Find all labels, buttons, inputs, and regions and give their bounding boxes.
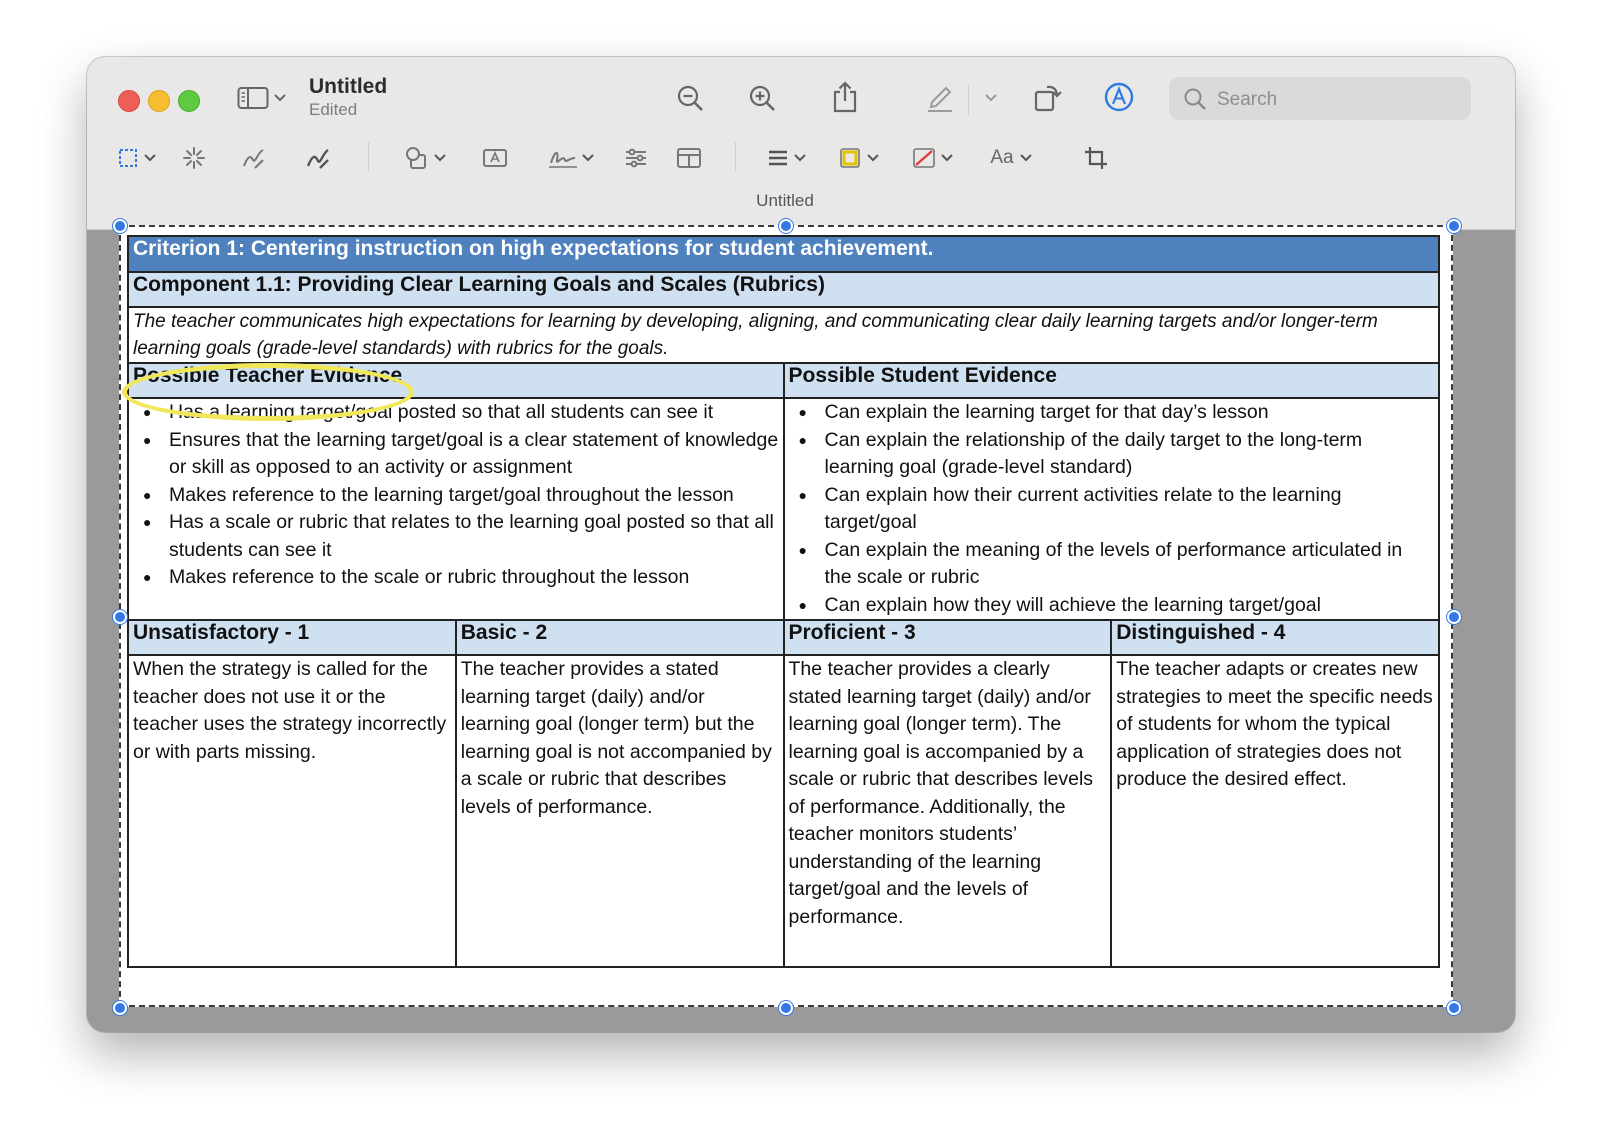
document-title[interactable]: Untitled [309,75,388,98]
chevron-down-icon[interactable] [1019,152,1033,164]
resize-handle-top-right[interactable] [1447,219,1461,233]
search-icon [1183,87,1207,116]
list-item: ● Can explain how they will achieve the learning target/goal [825,592,1435,620]
sidebar-toggle-icon[interactable] [235,83,271,113]
title-bar [87,57,1515,230]
level-header-distinguished: Distinguished - 4 [1111,620,1439,655]
criterion-title: Criterion 1: Centering instruction on high expectations for student achievement. [128,236,1439,272]
list-item: ● Can explain how their current activities relate to the learning target/goal [825,482,1435,537]
list-item: ● Has a scale or rubric that relates to the learning goal posted so that all students can see it [169,509,779,564]
list-item: ● Makes reference to the learning target/goal throughout the lesson [169,482,779,510]
component-description: The teacher communicates high expectations for learning by developing, aligning, and communicating clear daily learning targets and/or longer-term learning goals (grade-level standards) with rubrics for the goals. [128,307,1439,363]
chevron-down-icon[interactable] [433,152,447,164]
chevron-down-icon[interactable] [866,152,880,164]
sketch-icon[interactable] [240,145,268,171]
level-text-unsatisfactory: When the strategy is called for the teacher does not use it or the teacher uses the strategy incorrectly or with parts missing. [128,655,456,967]
level-header-proficient: Proficient - 3 [784,620,1112,655]
chevron-down-icon[interactable] [143,152,157,164]
close-window-button[interactable] [118,90,140,112]
level-text-distinguished: The teacher adapts or creates new strategies to meet the specific needs of students for whom the typical application of strategies does not produce the desired effect. [1111,655,1439,967]
zoom-out-icon[interactable] [673,81,707,115]
resize-handle-bottom-right[interactable] [1447,1001,1461,1015]
rubric-table [127,235,1440,968]
levels-row [128,655,1439,967]
page-layout-icon[interactable] [675,146,703,170]
teacher-evidence-header: Possible Teacher Evidence [128,363,784,398]
chevron-down-icon[interactable] [983,91,999,105]
zoom-in-icon[interactable] [745,81,779,115]
chevron-down-icon[interactable] [581,152,595,164]
teacher-evidence-list [133,399,779,592]
chevron-down-icon[interactable] [940,152,954,164]
fill-color-icon[interactable] [911,146,937,170]
preview-window [87,57,1515,1032]
highlight-pen-icon[interactable] [923,79,957,115]
border-color-icon[interactable] [838,146,862,170]
resize-handle-bottom-left[interactable] [113,1001,127,1015]
description-row [128,307,1439,363]
rect-selection-icon[interactable] [117,147,139,169]
level-text-proficient: The teacher provides a clearly stated learning target (daily) and/or learning goal (longer term). The learning goal is accompanied by a scale or rubric that describes levels of performance. Additionally, the teacher monitors students’ understanding of the learning target/goal and the levels of performance. [784,655,1112,967]
markup-icon[interactable] [1102,80,1136,114]
line-style-icon[interactable] [766,147,790,169]
list-item: ● Can explain the meaning of the levels of performance articulated in the scale or rubric [825,537,1435,592]
instant-alpha-icon[interactable] [181,145,207,171]
evidence-header-row [128,363,1439,398]
canvas-title: Untitled [756,191,814,210]
shapes-icon[interactable] [403,145,431,171]
student-evidence-list [789,399,1435,619]
share-icon[interactable] [830,79,860,115]
list-item: ● Has a learning target/goal posted so that all students can see it [169,399,779,427]
teacher-evidence-cell [128,398,784,620]
resize-handle-bottom[interactable] [779,1001,793,1015]
component-row [128,272,1439,307]
component-title: Component 1.1: Providing Clear Learning Goals and Scales (Rubrics) [128,272,1439,307]
level-header-basic: Basic - 2 [456,620,784,655]
rotate-icon[interactable] [1031,79,1065,115]
zoom-window-button[interactable] [178,90,200,112]
minimize-window-button[interactable] [148,90,170,112]
list-item: ● Can explain the relationship of the daily target to the long-term learning goal (grade-level standard) [825,427,1435,482]
title-block [309,75,387,121]
student-evidence-cell [784,398,1440,620]
level-header-unsatisfactory: Unsatisfactory - 1 [128,620,456,655]
list-item: ● Can explain the learning target for that day’s lesson [825,399,1435,427]
search-input[interactable] [1215,77,1459,122]
adjust-color-icon[interactable] [623,146,649,170]
resize-handle-top[interactable] [779,219,793,233]
signature-icon[interactable] [546,145,580,171]
text-box-icon[interactable] [481,146,509,170]
document-status: Edited [309,100,358,119]
search-field[interactable] [1169,77,1471,120]
evidence-row [128,398,1439,620]
list-item: ● Ensures that the learning target/goal is a clear statement of knowledge or skill as opposed to an activity or assignment [169,427,779,482]
draw-icon[interactable] [304,145,332,171]
levels-header-row [128,620,1439,655]
student-evidence-header: Possible Student Evidence [784,363,1440,398]
text-style-button[interactable]: Aa [990,147,1014,168]
resize-handle-left[interactable] [113,610,127,624]
level-text-basic: The teacher provides a stated learning target (daily) and/or learning goal (longer term) but the learning goal is not accompanied by a scale or rubric that describes levels of performance. [456,655,784,967]
resize-handle-top-left[interactable] [113,219,127,233]
chevron-down-icon[interactable] [273,91,287,105]
list-item: ● Makes reference to the scale or rubric throughout the lesson [169,564,779,592]
chevron-down-icon[interactable] [793,152,807,164]
resize-handle-right[interactable] [1447,610,1461,624]
criterion-row [128,236,1439,272]
crop-icon[interactable] [1083,145,1109,171]
